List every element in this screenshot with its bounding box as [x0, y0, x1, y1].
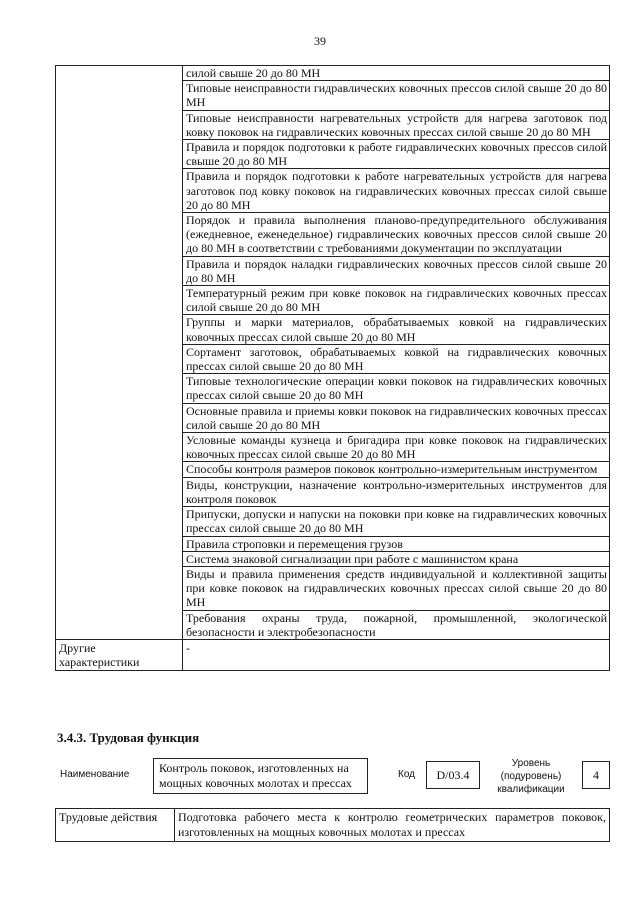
labor-actions-label: Трудовые действия [56, 809, 175, 842]
knowledge-item: Группы и марки материалов, обрабатываемых ковкой на гидравлических ковочных прессах силой свыше 20 до 80 МН [183, 315, 610, 344]
table-row [56, 639, 610, 670]
knowledge-item: Требования охраны труда, пожарной, промышленной, экологической безопасности и электробезопасности [183, 610, 610, 639]
labor-actions-text: Подготовка рабочего места к контролю геометрических параметров поковок, изготовленных на мощных ковочных молотах и прессах [175, 809, 610, 842]
knowledge-item: Типовые неисправности гидравлических ковочных прессов силой свыше 20 до 80 МН [183, 81, 610, 110]
qualification-level-value: 4 [582, 761, 610, 789]
table-row [56, 66, 610, 81]
knowledge-item: Типовые технологические операции ковки поковок на гидравлических ковочных прессах силой свыше 20 до 80 МН [183, 374, 610, 403]
knowledge-item: Типовые неисправности нагревательных устройств для нагрева заготовок под ковку поковок на гидравлических ковочных прессах силой свыше 20 до 80 МН [183, 110, 610, 139]
other-characteristics-label: Другие характеристики [56, 639, 183, 670]
knowledge-item: Способы контроля размеров поковок контрольно-измерительным инструментом [183, 462, 610, 477]
knowledge-item: Система знаковой сигнализации при работе с машинистом крана [183, 551, 610, 566]
table-row [56, 809, 610, 842]
knowledge-item: Правила строповки и перемещения грузов [183, 536, 610, 551]
knowledge-item: Правила и порядок подготовки к работе гидравлических ковочных прессов силой свыше 20 до 80 МН [183, 140, 610, 169]
code-value: D/03.4 [426, 761, 480, 789]
knowledge-label-cell [56, 66, 183, 640]
knowledge-item: Порядок и правила выполнения планово-предупредительного обслуживания (ежедневное, еженедельное) гидравлических ковочных прессов силой свыше 20 до 80 МН в соответствии с требованиями документации по эксплуатации [183, 213, 610, 257]
knowledge-item: Условные команды кузнеца и бригадира при ковке поковок на гидравлических ковочных прессах силой свыше 20 до 80 МН [183, 433, 610, 462]
knowledge-item: Виды и правила применения средств индивидуальной и коллективной защиты при ковке поковок на гидравлических ковочных прессах силой свыше 20 до 80 МН [183, 566, 610, 610]
qualification-level-label: Уровень (подуровень) квалификации [497, 758, 565, 795]
function-name-value: Контроль поковок, изготовленных на мощных ковочных молотах и прессах [153, 758, 368, 794]
other-characteristics-value: - [183, 639, 610, 670]
function-name-label: Наименование [60, 769, 130, 780]
knowledge-item: Температурный режим при ковке поковок на гидравлических ковочных прессах силой свыше 20 до 80 МН [183, 286, 610, 315]
knowledge-item: Сортамент заготовок, обрабатываемых ковкой на гидравлических ковочных прессах силой свыше 20 до 80 МН [183, 344, 610, 373]
knowledge-item: силой свыше 20 до 80 МН [183, 66, 610, 81]
code-label: Код [398, 769, 416, 780]
knowledge-table [55, 65, 610, 671]
knowledge-item: Припуски, допуски и напуски на поковки при ковке на гидравлических ковочных прессах силой свыше 20 до 80 МН [183, 507, 610, 536]
knowledge-item: Правила и порядок наладки гидравлических ковочных прессов силой свыше 20 до 80 МН [183, 256, 610, 285]
knowledge-item: Правила и порядок подготовки к работе нагревательных устройств для нагрева заготовок под ковку поковок на гидравлических ковочных прессах силой свыше 20 до 80 МН [183, 169, 610, 213]
page-number: 39 [314, 34, 326, 48]
section-title: 3.4.3. Трудовая функция [57, 730, 200, 745]
knowledge-item: Основные правила и приемы ковки поковок на гидравлических ковочных прессах силой свыше 20 до 80 МН [183, 403, 610, 432]
labor-actions-table [55, 808, 610, 842]
knowledge-item: Виды, конструкции, назначение контрольно-измерительных инструментов для контроля поковок [183, 477, 610, 506]
